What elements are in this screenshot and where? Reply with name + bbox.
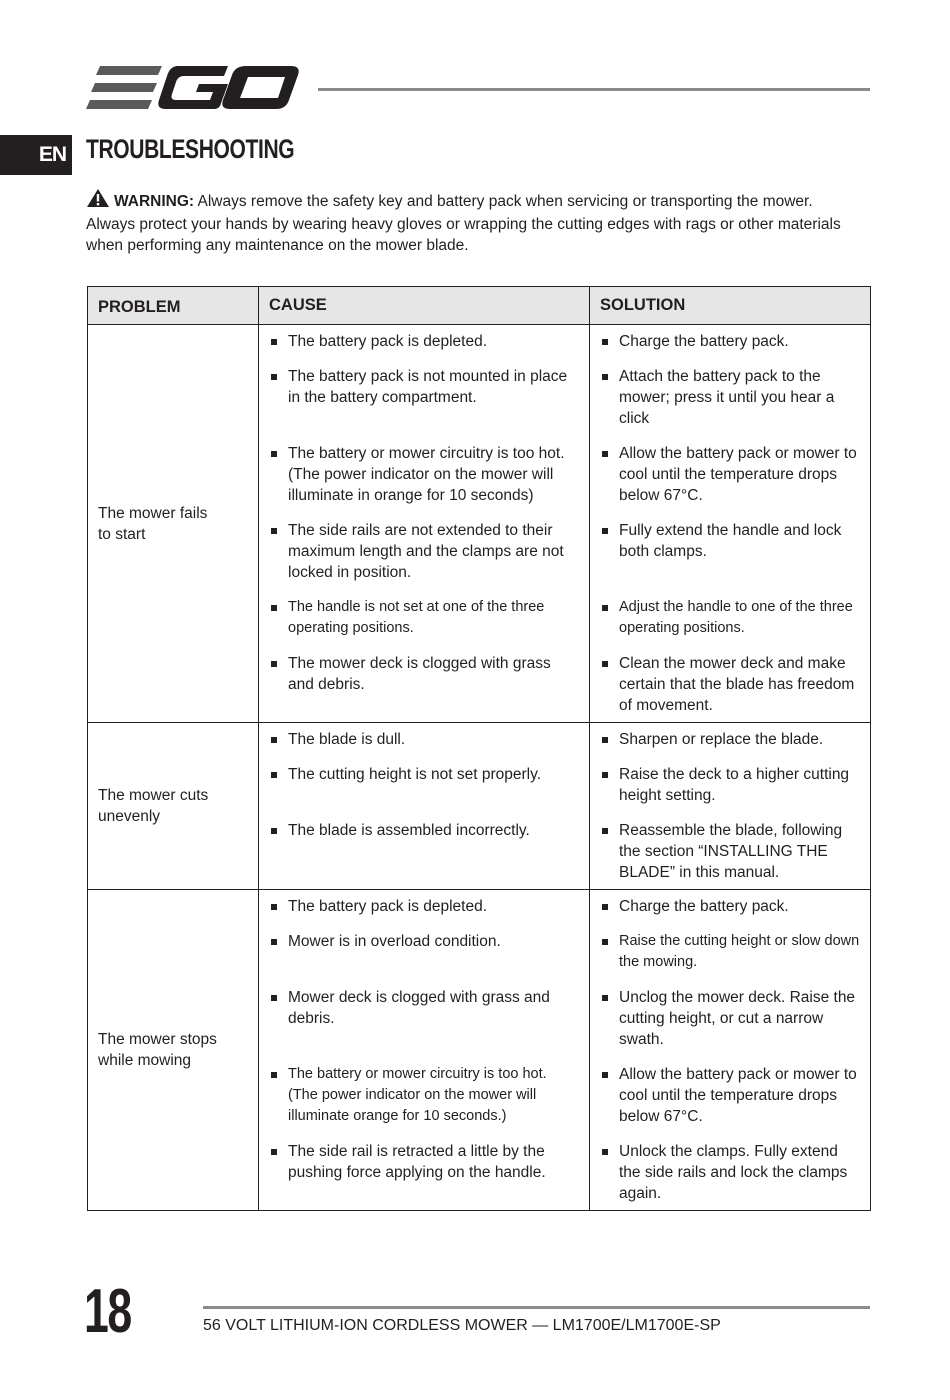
language-tab: EN [0,135,72,175]
header-problem: PROBLEM [88,287,259,325]
bullet-icon [271,528,277,534]
bullet-icon [602,528,608,534]
bullet-icon [602,339,608,345]
bullet-icon [602,904,608,910]
table-row [88,890,871,1211]
bullet-icon [271,661,277,667]
bullet-icon [271,374,277,380]
page-number: 18 [84,1277,131,1346]
cause-cell [259,325,590,723]
bullet-icon [602,605,608,611]
bullet-icon [602,772,608,778]
problem-cell [88,325,259,723]
cause-cell [259,723,590,890]
cause-item: The battery or mower circuitry is too hot. (The power indicator on the mower will illuminate in orange for 10 seconds) [271,443,579,506]
bullet-icon [271,772,277,778]
cause-item: The cutting height is not set properly. [271,764,579,806]
footer-text: 56 VOLT LITHIUM-ION CORDLESS MOWER — LM1700E/LM1700E-SP [203,1317,721,1334]
problem-text: The mower stops while mowing [98,1031,217,1069]
cause-item: The battery or mower circuitry is too hot. (The power indicator on the mower will illuminate orange for 10 seconds.) [271,1064,579,1127]
bullet-icon [602,1072,608,1078]
header-solution: SOLUTION [590,287,871,325]
cause-item: Mower deck is clogged with grass and debris. [271,987,579,1050]
solution-item: Allow the battery pack or mower to cool until the temperature drops below 67°C. [602,1064,860,1127]
table-row [88,325,871,723]
solution-cell [590,890,871,1211]
table-header-row [88,287,871,325]
bullet-icon [602,661,608,667]
bullet-icon [271,737,277,743]
header-rule [318,88,870,91]
bullet-icon [602,451,608,457]
bullet-icon [602,737,608,743]
bullet-icon [602,828,608,834]
bullet-icon [271,904,277,910]
bullet-icon [271,1149,277,1155]
section-title: TROUBLESHOOTING [86,134,295,164]
warning-text: Always remove the safety key and battery pack when servicing or transporting the mower. Always protect your hands by wearing heavy gloves or wrapping the cutting edges with rags or other materials when performing any maintenance on the mower blade. [86,193,841,254]
cause-item: The mower deck is clogged with grass and debris. [271,653,579,716]
bullet-icon [602,995,608,1001]
warning-notice [86,188,856,256]
header-cause: CAUSE [259,287,590,325]
solution-item: Adjust the handle to one of the three operating positions. [602,597,860,639]
solution-item: Allow the battery pack or mower to cool until the temperature drops below 67°C. [602,443,860,506]
problem-text: The mower cuts unevenly [98,787,209,825]
bullet-icon [271,605,277,611]
bullet-icon [271,995,277,1001]
troubleshooting-table [87,286,871,1211]
solution-item: Unclog the mower deck. Raise the cutting height, or cut a narrow swath. [602,987,860,1050]
solution-cell [590,723,871,890]
solution-item: Raise the deck to a higher cutting height setting. [602,764,860,806]
solution-cell [590,325,871,723]
bullet-icon [602,939,608,945]
bullet-icon [271,828,277,834]
solution-item: Charge the battery pack. [602,331,860,352]
solution-item: Reassemble the blade, following the section “INSTALLING THE BLADE” in this manual. [602,820,860,883]
bullet-icon [271,1072,277,1078]
bullet-icon [271,451,277,457]
bullet-icon [602,374,608,380]
solution-item: Charge the battery pack. [602,896,860,917]
solution-item: Attach the battery pack to the mower; press it until you hear a click [602,366,860,429]
table-row [88,723,871,890]
problem-cell [88,723,259,890]
bullet-icon [602,1149,608,1155]
solution-item: Clean the mower deck and make certain that the blade has freedom of movement. [602,653,860,716]
problem-cell [88,890,259,1211]
bullet-icon [271,939,277,945]
solution-item: Raise the cutting height or slow down the mowing. [602,931,860,973]
ego-logo [86,62,301,114]
bullet-icon [271,339,277,345]
footer-rule [203,1306,870,1309]
problem-text: The mower fails to start [98,504,208,543]
cause-cell [259,890,590,1211]
cause-item: The battery pack is not mounted in place in the battery compartment. [271,366,579,429]
solution-item: Fully extend the handle and lock both clamps. [602,520,860,583]
warning-label: WARNING: [114,193,195,210]
solution-item: Unlock the clamps. Fully extend the side rails and lock the clamps again. [602,1141,860,1204]
solution-item: Sharpen or replace the blade. [602,729,860,750]
cause-item: The side rail is retracted a little by the pushing force applying on the handle. [271,1141,579,1183]
cause-item: The handle is not set at one of the three operating positions. [271,597,579,639]
warning-triangle-icon [86,188,110,214]
cause-item: Mower is in overload condition. [271,931,579,973]
cause-item: The battery pack is depleted. [271,896,579,917]
cause-item: The blade is dull. [271,729,579,750]
cause-item: The battery pack is depleted. [271,331,579,352]
cause-item: The side rails are not extended to their maximum length and the clamps are not locked in position. [271,520,579,583]
cause-item: The blade is assembled incorrectly. [271,820,579,883]
